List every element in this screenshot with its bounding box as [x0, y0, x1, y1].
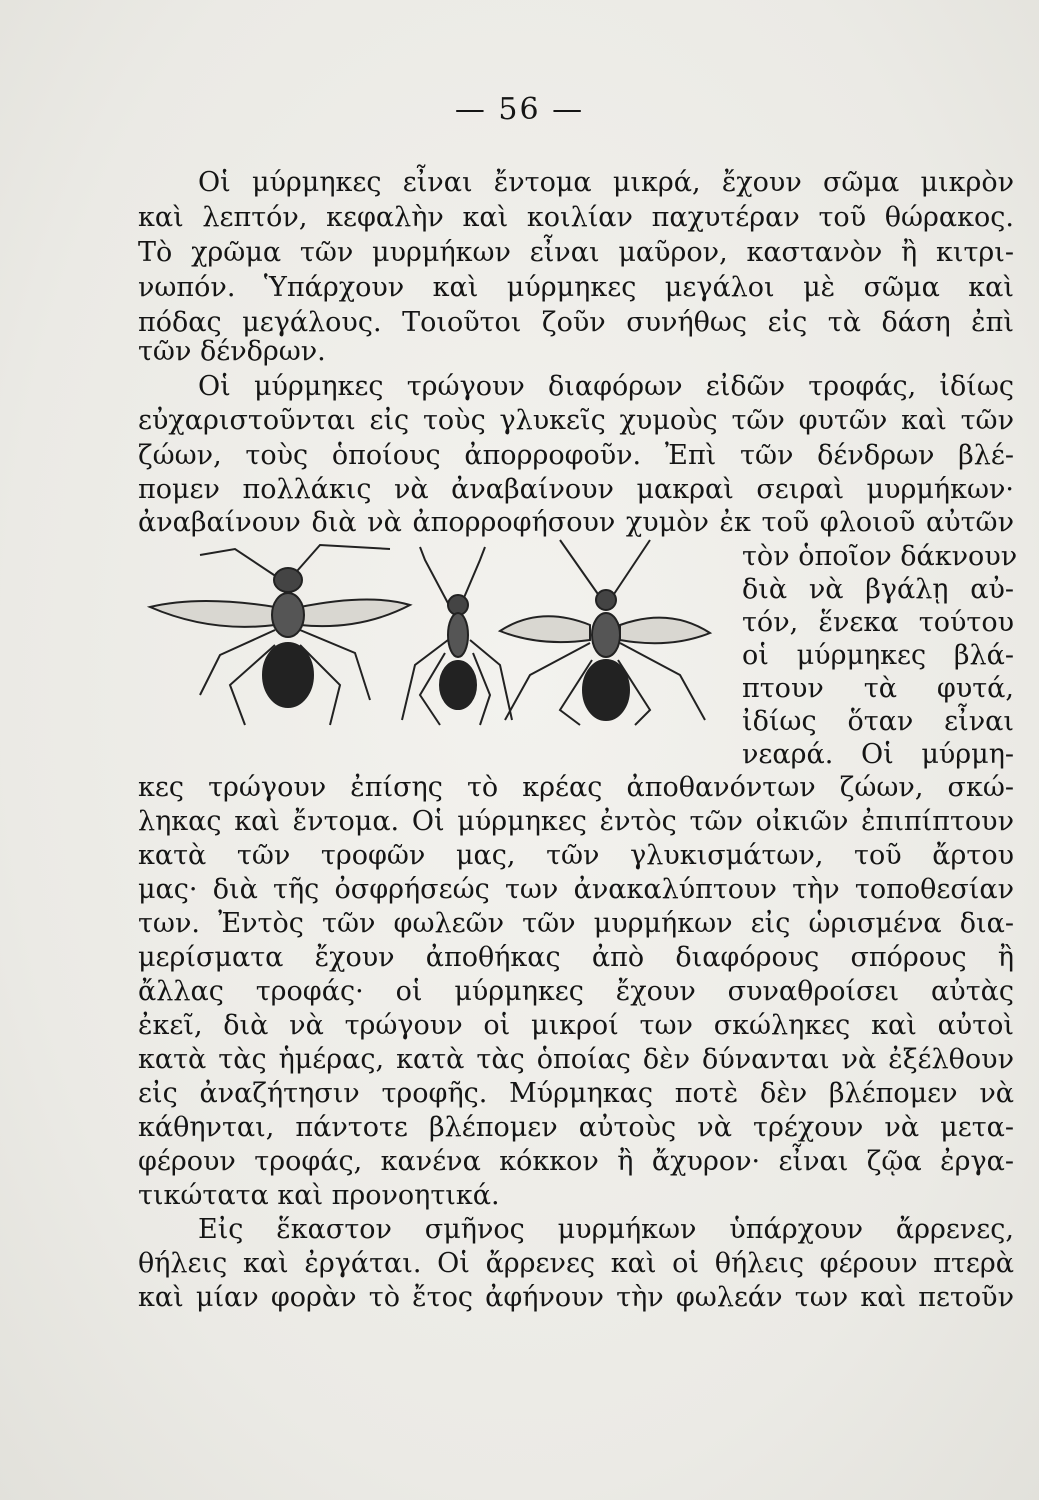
text-line: πτουν τὰ φυτά,	[742, 673, 1014, 704]
text-line: νωπόν. Ὑπάρχουν καὶ μύρμηκες μεγάλοι μὲ σῶμα καὶ	[138, 272, 1014, 303]
text-line: Οἱ μύρμηκες εἶναι ἔντομα μικρά, ἔχουν σῶμα μικρὸν	[198, 167, 1014, 198]
page-number: — 56 —	[454, 92, 585, 127]
text-line: καὶ λεπτόν, κεφαλὴν καὶ κοιλίαν παχυτέραν τοῦ θώρακος.	[138, 202, 1014, 233]
ants-illustration	[140, 535, 730, 730]
text-line: φέρουν τροφάς, κανένα κόκκον ἢ ἄχυρον· εἶναι ζῷα ἐργα-	[138, 1146, 1014, 1177]
text-line: Εἰς ἕκαστον σμῆνος μυρμήκων ὑπάρχουν ἄρρενες,	[198, 1214, 1014, 1245]
text-line: των. Ἐντὸς τῶν φωλεῶν τῶν μυρμήκων εἰς ὡρισμένα δια-	[138, 908, 1014, 939]
text-line: κατὰ τῶν τροφῶν μας, τῶν γλυκισμάτων, τοῦ ἄρτου	[138, 840, 1014, 871]
text-line: κάθηνται, πάντοτε βλέπομεν αὐτοὺς νὰ τρέχουν νὰ μετα-	[138, 1112, 1014, 1143]
text-line: εὐχαριστοῦνται εἰς τοὺς γλυκεῖς χυμοὺς τῶν φυτῶν καὶ τῶν	[138, 405, 1014, 436]
text-line: κατὰ τὰς ἡμέρας, κατὰ τὰς ὁποίας δὲν δύνανται νὰ ἐξέλθουν	[138, 1044, 1014, 1075]
text-line: θήλεις καὶ ἐργάται. Οἱ ἄρρενες καὶ οἱ θήλεις φέρουν πτερὰ	[138, 1248, 1014, 1279]
text-line: τὸν ὁποῖον δάκνουν	[742, 541, 1018, 572]
text-line: νεαρά. Οἱ μύρμη-	[742, 739, 1014, 770]
text-line: τικώτατα καὶ προνοητικά.	[138, 1180, 500, 1211]
text-line: μερίσματα ἔχουν ἀποθήκας ἀπὸ διαφόρους σπόρους ἢ	[138, 942, 1014, 973]
text-line: πόδας μεγάλους. Τοιοῦτοι ζοῦν συνήθως εἰς τὰ δάση ἐπὶ	[138, 307, 1014, 338]
text-line: ληκας καὶ ἔντομα. Οἱ μύρμηκες ἐντὸς τῶν οἰκιῶν ἐπιπίπτουν	[138, 806, 1014, 837]
text-line: καὶ μίαν φορὰν τὸ ἔτος ἀφήνουν τὴν φωλεάν των καὶ πετοῦν	[138, 1282, 1014, 1313]
text-line: ἄλλας τροφάς· οἱ μύρμηκες ἔχουν συναθροίσει αὐτὰς	[138, 976, 1014, 1007]
text-line: πομεν πολλάκις νὰ ἀναβαίνουν μακραὶ σειραὶ μυρμήκων·	[138, 474, 1014, 505]
text-line: διὰ νὰ βγάλῃ αὐ-	[742, 574, 1014, 605]
text-line: Οἱ μύρμηκες τρώγουν διαφόρων εἰδῶν τροφάς, ἰδίως	[198, 371, 1014, 402]
text-line: ἐκεῖ, διὰ νὰ τρώγουν οἱ μικροί των σκώληκες καὶ αὐτοὶ	[138, 1010, 1014, 1041]
text-line: Τὸ χρῶμα τῶν μυρμήκων εἶναι μαῦρον, καστανὸν ἢ κιτρι-	[138, 237, 1014, 268]
text-line: κες τρώγουν ἐπίσης τὸ κρέας ἀποθανόντων ζώων, σκώ-	[138, 772, 1014, 803]
text-line: οἱ μύρμηκες βλά-	[742, 640, 1014, 671]
text-line: ζώων, τοὺς ὁποίους ἀπορροφοῦν. Ἐπὶ τῶν δένδρων βλέ-	[138, 440, 1014, 471]
text-line: τόν, ἕνεκα τούτου	[742, 607, 1014, 638]
text-line: ἰδίως ὅταν εἶναι	[742, 706, 1014, 737]
text-line: εἰς ἀναζήτησιν τροφῆς. Μύρμηκας ποτὲ δὲν βλέπομεν νὰ	[138, 1078, 1014, 1109]
text-line: ἀναβαίνουν διὰ νὰ ἀπορροφήσουν χυμὸν ἐκ τοῦ φλοιοῦ αὐτῶν	[138, 507, 1014, 538]
ants-drawing	[140, 535, 730, 730]
text-line: μας· διὰ τῆς ὀσφρήσεώς των ἀνακαλύπτουν τὴν τοποθεσίαν	[138, 874, 1014, 905]
text-line: τῶν δένδρων.	[138, 336, 326, 367]
